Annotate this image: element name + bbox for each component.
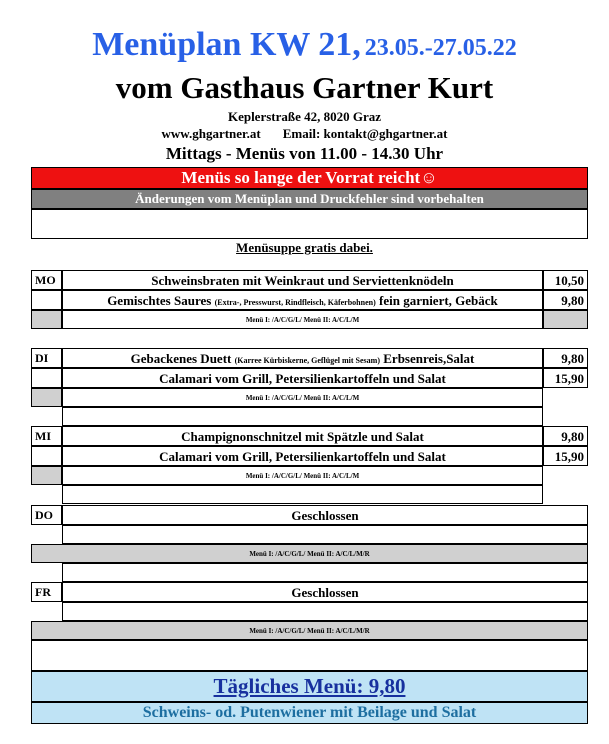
menu-item-di-1 — [62, 348, 543, 368]
day-spacer — [31, 290, 62, 310]
gray-spacer — [31, 466, 62, 485]
empty-notice-box — [31, 209, 588, 239]
title-week: Menüplan KW 21, — [92, 26, 361, 63]
dish-main: Gebackenes Duett — [130, 351, 232, 366]
dish-main: Gemischtes Saures — [107, 293, 212, 308]
address: Keplerstraße 42, 8020 Graz — [227, 109, 382, 124]
day-label-di: DI — [31, 348, 62, 368]
price-mo-2: 9,80 — [543, 290, 588, 310]
price-mo-1: 10,50 — [543, 270, 588, 290]
dish-rest: Erbsenreis,Salat — [383, 351, 475, 366]
menu-item-mo-2 — [62, 290, 543, 310]
empty-row — [62, 525, 588, 544]
daily-menu-description: Schweins- od. Putenwiener mit Beilage und Salat — [31, 702, 588, 724]
price-di-1: 9,80 — [543, 348, 588, 368]
allergens-di: Menü I: /A/C/G/L/ Menü II: A/C/L/M — [62, 388, 543, 407]
soup-note: Menüsuppe gratis dabei. — [236, 240, 373, 255]
contact-line — [0, 126, 609, 142]
menu-item-fr-1: Geschlossen — [62, 582, 588, 602]
gray-spacer — [31, 388, 62, 407]
allergens-mi: Menü I: /A/C/G/L/ Menü II: A/C/L/M — [62, 466, 543, 485]
gray-spacer — [543, 310, 588, 329]
day-spacer — [31, 446, 62, 466]
empty-row — [62, 563, 588, 582]
opening-hours: Mittags - Menüs von 11.00 - 14.30 Uhr — [165, 144, 444, 163]
supply-notice-banner: Menüs so lange der Vorrat reicht☺ — [31, 167, 588, 189]
allergens-fr: Menü I: /A/C/G/L/ Menü II: A/C/L/M/R — [31, 621, 588, 640]
dish-detail: (Extra-, Presswurst, Rindfleisch, Käferbohnen) — [214, 298, 376, 307]
menu-item-mi-1: Champignonschnitzel mit Spätzle und Salat — [62, 426, 543, 446]
dish-detail: (Karree Kürbiskerne, Geflügel mit Sesam) — [234, 356, 380, 365]
day-label-fr: FR — [31, 582, 62, 602]
gray-spacer — [31, 310, 62, 329]
daily-menu-title-text: Tägliches Menü: 9,80 — [213, 674, 406, 698]
empty-row — [62, 485, 543, 504]
empty-row — [31, 640, 588, 671]
restaurant-name: vom Gasthaus Gartner Kurt — [115, 70, 494, 105]
title-dates: 23.05.-27.05.22 — [364, 35, 517, 61]
day-label-do: DO — [31, 505, 62, 525]
menu-item-mi-2: Calamari vom Grill, Petersilienkartoffeln und Salat — [62, 446, 543, 466]
day-label-mi: MI — [31, 426, 62, 446]
price-di-2: 15,90 — [543, 368, 588, 388]
price-mi-1: 9,80 — [543, 426, 588, 446]
menu-item-do-1: Geschlossen — [62, 505, 588, 525]
disclaimer-banner: Änderungen vom Menüplan und Druckfehler sind vorbehalten — [31, 189, 588, 209]
price-mi-2: 15,90 — [543, 446, 588, 466]
allergens-mo: Menü I: /A/C/G/L/ Menü II: A/C/L/M — [62, 310, 543, 329]
empty-row — [62, 602, 588, 621]
dish-rest: fein garniert, Gebäck — [379, 293, 498, 308]
daily-menu-title — [31, 671, 588, 702]
day-label-mo: MO — [31, 270, 62, 290]
email-link[interactable]: Email: kontakt@ghgartner.at — [282, 126, 448, 141]
allergens-do: Menü I: /A/C/G/L/ Menü II: A/C/L/M/R — [31, 544, 588, 563]
page-title — [0, 26, 609, 64]
empty-row — [62, 407, 543, 426]
website-link[interactable]: www.ghgartner.at — [161, 126, 261, 141]
menu-item-di-2: Calamari vom Grill, Petersilienkartoffeln und Salat — [62, 368, 543, 388]
day-spacer — [31, 368, 62, 388]
menu-item-mo-1: Schweinsbraten mit Weinkraut und Serviettenknödeln — [62, 270, 543, 290]
